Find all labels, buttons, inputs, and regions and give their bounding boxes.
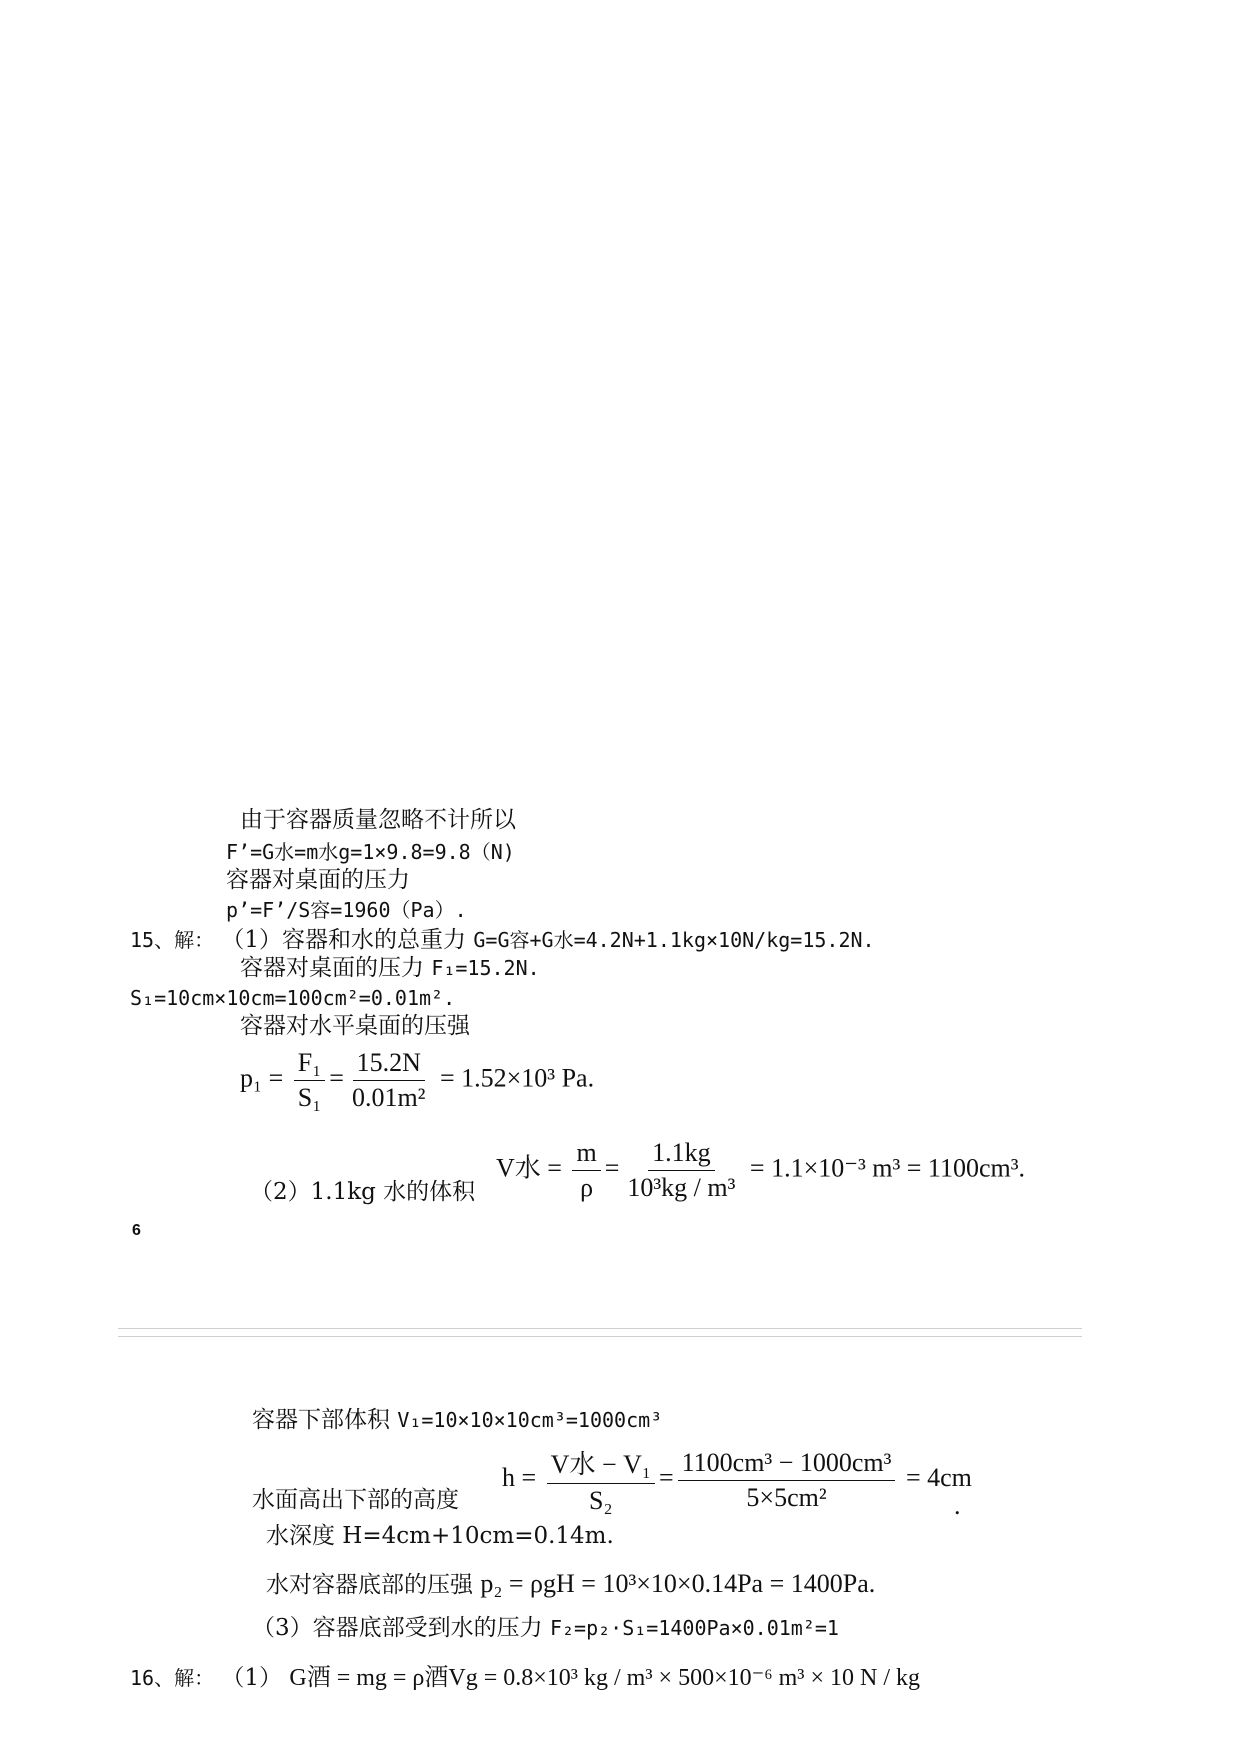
text-line-6-value: F₁=15.2N.: [431, 956, 540, 980]
volume-den-2: 10³kg / m³: [627, 1173, 736, 1202]
height-result: = 4cm: [905, 1462, 972, 1492]
text-line-8: 容器对水平桌面的压强: [240, 1013, 470, 1039]
height-fraction-1: [547, 1444, 655, 1516]
volume-formula: V水 = $\frac{m}{\rho}$ = $\frac{1.1kg}{\text{10³kg / m³}}$ = 1.1×10⁻³ m³ = 1100cm³.: [496, 1138, 1026, 1202]
pressure-num-1: F₁: [294, 1048, 326, 1081]
height-fraction-2: [678, 1448, 896, 1513]
volume-fraction-1: [572, 1138, 600, 1203]
pressure-den-2: 0.01m²: [351, 1083, 426, 1112]
question-16-math: G酒 = mg = ρ酒Vg = 0.8×10³ kg / m³ × 500×10⁻⁶ m³ × 10 N / kg: [289, 1665, 921, 1691]
volume-num-1: m: [572, 1138, 600, 1171]
force-line: [252, 1614, 839, 1642]
equation-line-4: p’=F’/S容=1960（Pa）.: [226, 898, 467, 922]
pressure-fraction-1: [294, 1048, 326, 1113]
volume-result: = 1.1×10⁻³ m³ = 1100cm³.: [749, 1153, 1026, 1183]
page-separator-bottom: [118, 1336, 1082, 1337]
page-separator-top: [118, 1328, 1082, 1329]
area-line: S₁=10cm×10cm=100cm²=0.01m².: [130, 986, 456, 1010]
force-value: F₂=p₂·S₁=1400Pa×0.01m²=1: [549, 1616, 839, 1640]
pressure-fraction-2: [348, 1048, 430, 1113]
question-16-label: 16、解：: [130, 1666, 215, 1690]
page-number: 6: [132, 1222, 141, 1239]
height-lhs: h =: [502, 1462, 537, 1492]
page2-line-1-value: V₁=10×10×10cm³=1000cm³: [397, 1408, 663, 1432]
height-period: .: [954, 1491, 961, 1520]
text-line-6-label: 容器对桌面的压力: [240, 955, 424, 981]
question-15-row: [130, 926, 875, 954]
water-depth-line: 水深度 H=4cm+10cm=0.14m.: [266, 1523, 614, 1549]
volume-den-1: ρ: [580, 1173, 594, 1202]
water-pressure-line: [266, 1570, 875, 1599]
question-16-part1: （1）: [221, 1665, 283, 1691]
question-15-label: 15、解：: [130, 928, 215, 952]
water-pressure-math: p₂ = ρgH = 10³×10×0.14Pa = 1400Pa.: [480, 1569, 876, 1598]
force-label: （3）容器底部受到水的压力: [252, 1615, 543, 1641]
text-line-1: 由于容器质量忽略不计所以: [240, 807, 516, 833]
question-15-gravity: G=G容+G水=4.2N+1.1kg×10N/kg=15.2N.: [473, 928, 875, 952]
text-line-6: [240, 954, 540, 982]
volume-fraction-2: [623, 1138, 739, 1203]
equation-line-2: F’=G水=m水g=1×9.8=9.8（N): [226, 840, 515, 864]
pressure-formula: p₁ = $\frac{\text{F₁}}{\text{S₁}}$ = $\frac{15.2N}{\text{0.01m²}}$ = 1.52×10³ Pa.: [240, 1048, 595, 1112]
part2-label: （2）1.1kg 水的体积: [250, 1179, 476, 1205]
question-15-part1: （1）容器和水的总重力: [221, 927, 467, 953]
volume-num-2: 1.1kg: [648, 1138, 715, 1171]
height-formula: h = $\frac{\text{V水 − V₁}}{\text{S₂}}$ = $\frac{\text{1100cm³ − 1000cm³}}{\text{5×5cm²}}$ = 4cm: [502, 1444, 972, 1516]
pressure-num-2: 15.2N: [353, 1048, 425, 1081]
page2-line-1-label: 容器下部体积: [252, 1407, 390, 1433]
volume-lhs: V水 =: [496, 1153, 562, 1183]
height-label: 水面高出下部的高度: [252, 1487, 459, 1513]
water-pressure-label: 水对容器底部的压强: [266, 1572, 473, 1598]
height-den-2: 5×5cm²: [746, 1482, 827, 1512]
text-line-3: 容器对桌面的压力: [226, 867, 410, 893]
pressure-lhs: p₁ =: [240, 1063, 284, 1093]
page2-line-1: [252, 1406, 662, 1434]
pressure-den-1: S₁: [297, 1083, 322, 1112]
height-num-1: V水 − V₁: [547, 1444, 655, 1484]
height-num-2: 1100cm³ − 1000cm³: [678, 1448, 896, 1481]
question-16-row: [130, 1664, 920, 1692]
pressure-result: = 1.52×10³ Pa.: [439, 1063, 595, 1093]
height-den-1: S₂: [589, 1486, 613, 1515]
